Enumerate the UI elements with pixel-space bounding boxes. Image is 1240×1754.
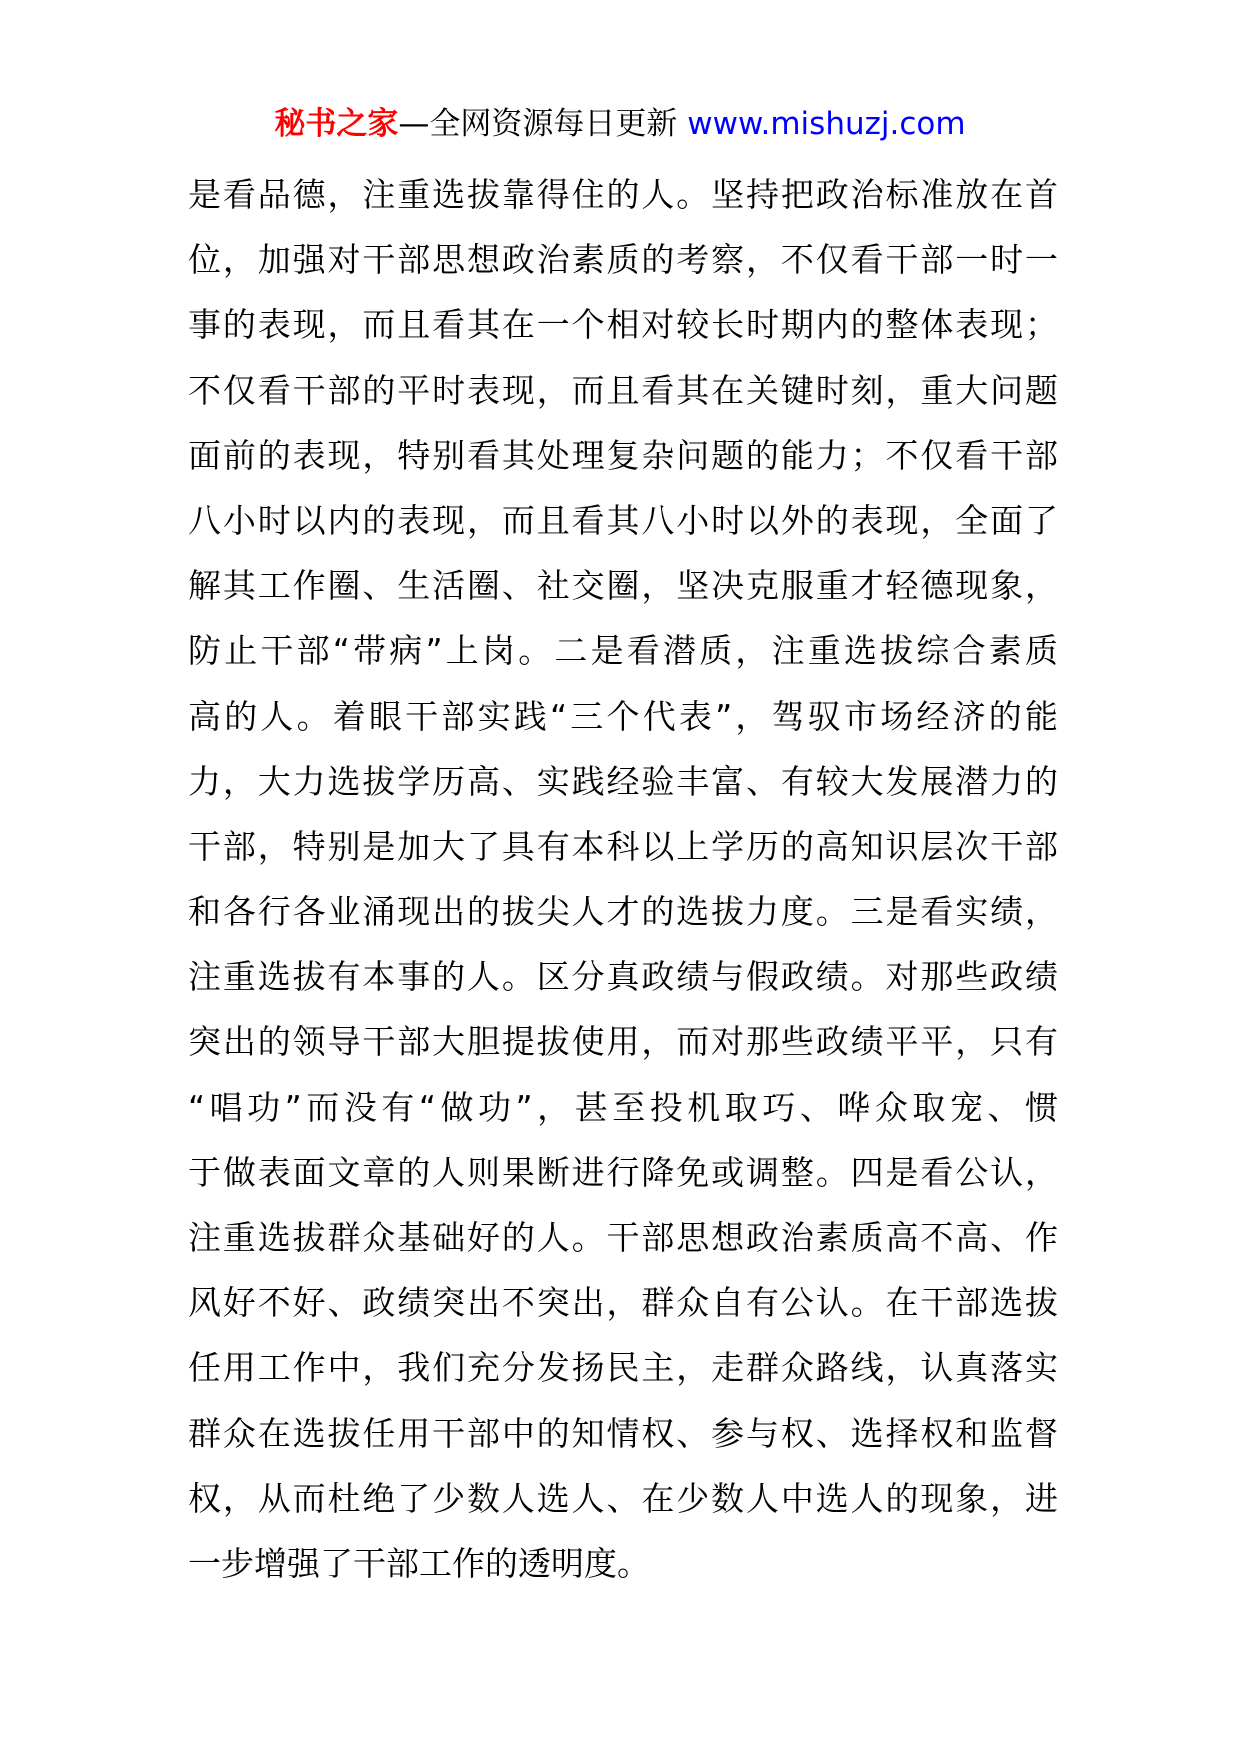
- site-brand: 秘书之家: [274, 106, 399, 142]
- text-line: 位，加强对干部思想政治素质的考察，不仅看干部一时一: [188, 240, 1058, 280]
- text-line: 群众在选拔任用干部中的知情权、参与权、选择权和监督: [188, 1413, 1058, 1453]
- text-line: 是看品德，注重选拔靠得住的人。坚持把政治标准放在首: [188, 175, 1058, 214]
- page-header: [0, 104, 1240, 144]
- text-line: 一步增强了干部工作的透明度。: [188, 1543, 650, 1583]
- text-line: 不仅看干部的平时表现，而且看其在关键时刻，重大问题: [188, 370, 1058, 410]
- text-line: 于做表面文章的人则果断进行降免或调整。四是看公认，: [188, 1152, 1058, 1192]
- text-line: 事的表现，而且看其在一个相对较长时期内的整体表现；: [188, 305, 1058, 345]
- site-url-link[interactable]: www.mishuzj.com: [687, 106, 966, 142]
- text-line: 干部，特别是加大了具有本科以上学历的高知识层次干部: [188, 826, 1058, 866]
- text-line: 注重选拔有本事的人。区分真政绩与假政绩。对那些政绩: [188, 957, 1058, 997]
- text-line: 风好不好、政绩突出不突出，群众自有公认。在干部选拔: [188, 1283, 1058, 1323]
- text-line: 权，从而杜绝了少数人选人、在少数人中选人的现象，进: [188, 1478, 1058, 1518]
- text-line: 八小时以内的表现，而且看其八小时以外的表现，全面了: [188, 500, 1058, 540]
- text-line: “唱功”而没有“做功”，甚至投机取巧、哗众取宠、惯: [188, 1087, 1058, 1127]
- text-line: 高的人。着眼干部实践“三个代表”，驾驭市场经济的能: [188, 696, 1058, 736]
- site-tagline: —全网资源每日更新: [398, 106, 688, 142]
- text-line: 力，大力选拔学历高、实践经验丰富、有较大发展潜力的: [188, 761, 1058, 801]
- text-line: 注重选拔群众基础好的人。干部思想政治素质高不高、作: [188, 1218, 1058, 1257]
- text-line: 防止干部“带病”上岗。二是看潜质，注重选拔综合素质: [188, 631, 1058, 671]
- text-line: 突出的领导干部大胆提拔使用，而对那些政绩平平，只有: [188, 1022, 1058, 1062]
- document-body: [188, 162, 1058, 1596]
- text-line: 面前的表现，特别看其处理复杂问题的能力；不仅看干部: [188, 435, 1058, 475]
- text-line: 解其工作圈、生活圈、社交圈，坚决克服重才轻德现象，: [188, 566, 1058, 606]
- text-line: 和各行各业涌现出的拔尖人才的选拔力度。三是看实绩，: [188, 892, 1058, 932]
- text-line: 任用工作中，我们充分发扬民主，走群众路线，认真落实: [188, 1348, 1058, 1388]
